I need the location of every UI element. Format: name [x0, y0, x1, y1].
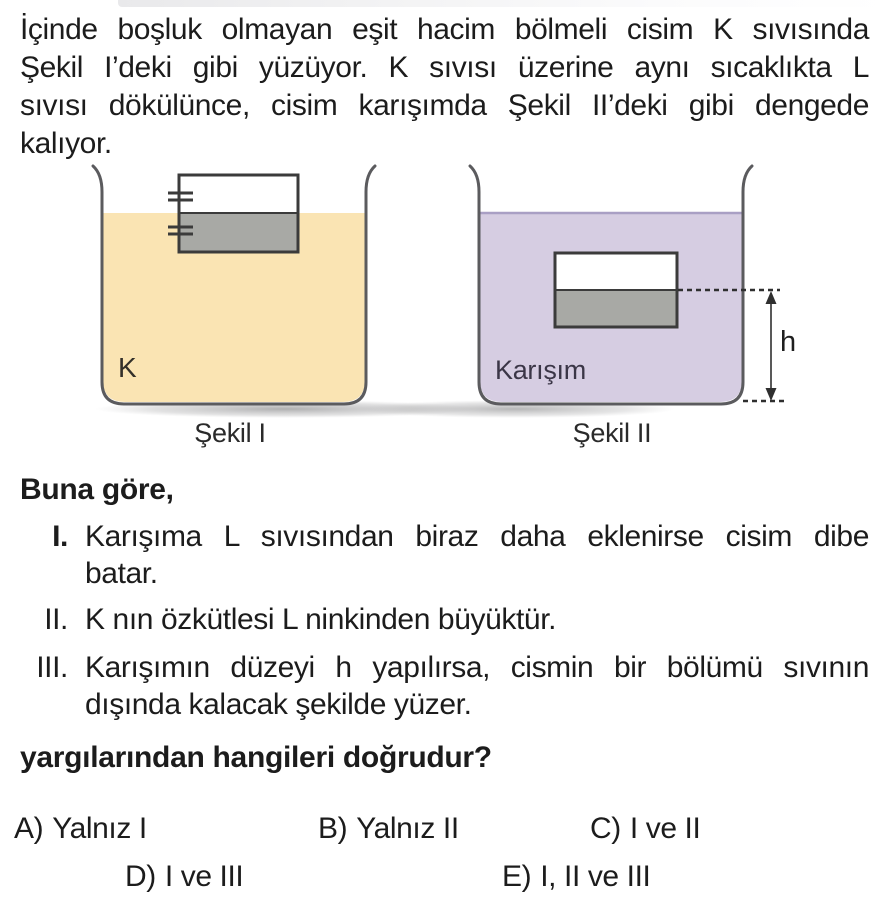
statement-2-line: K nın özkütlesi L ninkinden büyüktür. — [85, 603, 557, 636]
mixture-label: Karışım — [495, 355, 586, 385]
statement-1-numeral: I. — [52, 520, 68, 553]
statement-1-line: Karışıma L sıvısından biraz daha eklenirse cisim dibe — [85, 520, 869, 553]
figure-1-caption: Şekil I — [194, 418, 266, 448]
option-D-label: D) — [125, 860, 156, 893]
closing-question-text: yargılarından hangileri doğrudur? — [20, 741, 492, 774]
option-D[interactable] — [125, 860, 243, 894]
intro-line: İçinde boşluk olmayan eşit hacim bölmeli cisim K sıvısında — [20, 13, 869, 46]
statement-2-numeral: II. — [44, 603, 68, 636]
statement-3-line: dışında kalacak şekilde yüzer. — [85, 688, 472, 721]
intro-line: kalıyor. — [20, 127, 112, 160]
figure-2-drawing — [420, 160, 860, 460]
scan-crop-strip — [118, 0, 890, 7]
option-D-text: I ve III — [164, 860, 244, 893]
submerged-block-lower — [555, 290, 677, 327]
option-A[interactable] — [14, 812, 147, 846]
option-B-label: B) — [318, 812, 348, 845]
option-E-text: I, II ve III — [540, 860, 651, 893]
height-h-label: h — [780, 326, 797, 358]
option-E-label: E) — [502, 860, 532, 893]
floating-block-lower — [179, 213, 298, 252]
option-A-text: Yalnız I — [52, 812, 147, 845]
depth-arrow — [766, 291, 777, 401]
statement-3-numeral: III. — [36, 651, 68, 684]
floating-block-upper — [179, 175, 298, 213]
option-C[interactable] — [590, 812, 700, 846]
figure-2 — [420, 160, 860, 460]
submerged-block-upper — [555, 253, 677, 290]
statement-1-line: batar. — [85, 557, 158, 590]
intro-line: sıvısı dökülünce, cisim karışımda Şekil II’deki gibi dengede — [20, 89, 869, 122]
question-intro — [20, 11, 869, 163]
option-A-label: A) — [14, 812, 44, 845]
figure-2-caption: Şekil II — [572, 418, 652, 448]
lead-in-text: Buna göre, — [20, 473, 174, 506]
option-C-label: C) — [590, 812, 621, 845]
option-C-text: I ve II — [629, 812, 701, 845]
liquid-k-label: K — [118, 352, 137, 383]
option-B-text: Yalnız II — [356, 812, 459, 845]
option-E[interactable] — [502, 860, 650, 894]
option-B[interactable] — [318, 812, 459, 846]
intro-line: Şekil I’deki gibi yüzüyor. K sıvısı üzerine aynı sıcaklıkta L — [20, 51, 869, 84]
statement-3-line: Karışımın düzeyi h yapılırsa, cismin bir bölümü sıvının — [85, 651, 869, 684]
